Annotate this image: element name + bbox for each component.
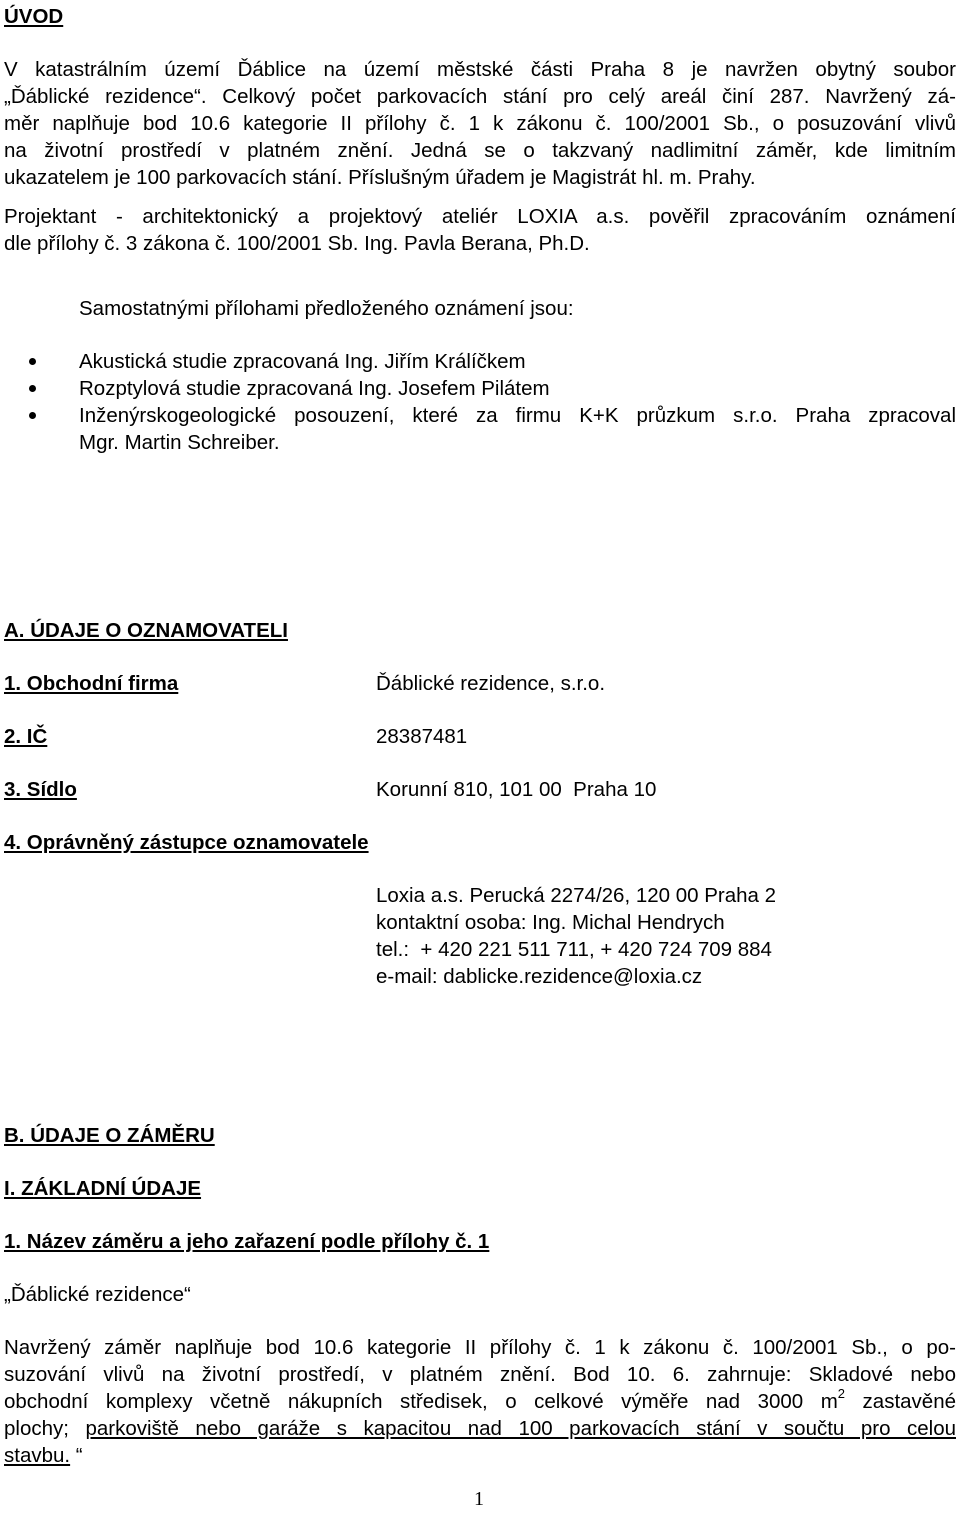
uvod-p1-line1: V katastrálním území Ďáblice na území městské části Praha 8 je navržen obytný soubor xyxy=(4,58,956,81)
project-name: „Ďáblické rezidence“ xyxy=(4,1283,191,1306)
section-b-p-line4 xyxy=(4,1416,956,1442)
page-number: 1 xyxy=(474,1488,484,1510)
heading-section-b: B. ÚDAJE O ZÁMĚRU xyxy=(4,1124,215,1147)
zastupce-label: 4. Oprávněný zástupce oznamovatele xyxy=(4,831,369,854)
line4-pre: plochy; xyxy=(4,1417,86,1440)
superscript-2: 2 xyxy=(837,1386,846,1402)
attachment-item-1: Akustická studie zpracovaná Ing. Jiřím Králíčkem xyxy=(79,350,526,373)
zastupce-line-2: kontaktní osoba: Ing. Michal Hendrych xyxy=(376,911,725,934)
heading-uvod: ÚVOD xyxy=(4,5,64,28)
line5-underlined: stavbu. xyxy=(4,1444,71,1467)
uvod-p1-line3: měr naplňuje bod 10.6 kategorie II přílohy č. 1 k zákonu č. 100/2001 Sb., o posuzování vlivů xyxy=(4,112,956,135)
bullet-icon xyxy=(29,412,36,419)
uvod-p2-line2: dle přílohy č. 3 zákona č. 100/2001 Sb. Ing. Pavla Berana, Ph.D. xyxy=(4,232,590,255)
sidlo-value: Korunní 810, 101 00 Praha 10 xyxy=(376,778,657,801)
uvod-p2-line1: Projektant - architektonický a projektový ateliér LOXIA a.s. pověřil zpracováním oznámení xyxy=(4,205,956,228)
subheading-zakladni-udaje: I. ZÁKLADNÍ ÚDAJE xyxy=(4,1177,202,1200)
attachment-item-3: Inženýrskogeologické posouzení, které za firmu K+K průzkum s.r.o. Praha zpracoval xyxy=(79,404,956,427)
bullet-icon xyxy=(29,358,36,365)
bullet-icon xyxy=(29,385,36,392)
attachment-item-2: Rozptylová studie zpracovaná Ing. Josefem Pilátem xyxy=(79,377,550,400)
attachment-item-3-cont: Mgr. Martin Schreiber. xyxy=(79,431,280,454)
line5-post: “ xyxy=(70,1444,83,1467)
zastupce-line-3: tel.: + 420 221 511 711, + 420 724 709 884 xyxy=(376,938,772,961)
ic-label: 2. IČ xyxy=(4,725,48,748)
section-b-p-line1: Navržený záměr naplňuje bod 10.6 kategorie II přílohy č. 1 k zákonu č. 100/2001 Sb., o po- xyxy=(4,1336,956,1359)
firma-value: Ďáblické rezidence, s.r.o. xyxy=(376,672,606,695)
line3-pre: obchodní komplexy včetně nákupních středisek, o celkové výměře nad 3000 m xyxy=(4,1390,838,1413)
firma-label: 1. Obchodní firma xyxy=(4,672,179,695)
uvod-p1-line4: na životní prostředí v platném znění. Jedná se o takzvaný nadlimitní záměr, kde limitním xyxy=(4,139,956,162)
sidlo-label: 3. Sídlo xyxy=(4,778,77,801)
line3-post: zastavěné xyxy=(845,1390,956,1413)
attachments-intro: Samostatnými přílohami předloženého oznámení jsou: xyxy=(79,297,574,320)
line4-underlined: parkoviště nebo garáže s kapacitou nad 100 parkovacích stání v součtu pro celou xyxy=(85,1417,956,1440)
uvod-p1-line5: ukazatelem je 100 parkovacích stání. Příslušným úřadem je Magistrát hl. m. Prahy. xyxy=(4,166,756,189)
item1-label: 1. Název záměru a jeho zařazení podle přílohy č. 1 xyxy=(4,1230,490,1253)
heading-section-a: A. ÚDAJE O OZNAMOVATELI xyxy=(4,619,288,642)
uvod-p1-line2: „Ďáblické rezidence“. Celkový počet parkovacích stání pro celý areál činí 287. Navržený zá- xyxy=(4,85,956,108)
section-b-p-line5 xyxy=(4,1443,83,1469)
section-b-p-line3 xyxy=(4,1386,956,1415)
section-b-p-line2: suzování vlivů na životní prostředí, v platném znění. Bod 10. 6. zahrnuje: Skladové nebo xyxy=(4,1363,956,1386)
zastupce-line-1: Loxia a.s. Perucká 2274/26, 120 00 Praha 2 xyxy=(376,884,777,907)
ic-value: 28387481 xyxy=(376,725,468,748)
zastupce-line-4: e-mail: dablicke.rezidence@loxia.cz xyxy=(376,965,703,988)
